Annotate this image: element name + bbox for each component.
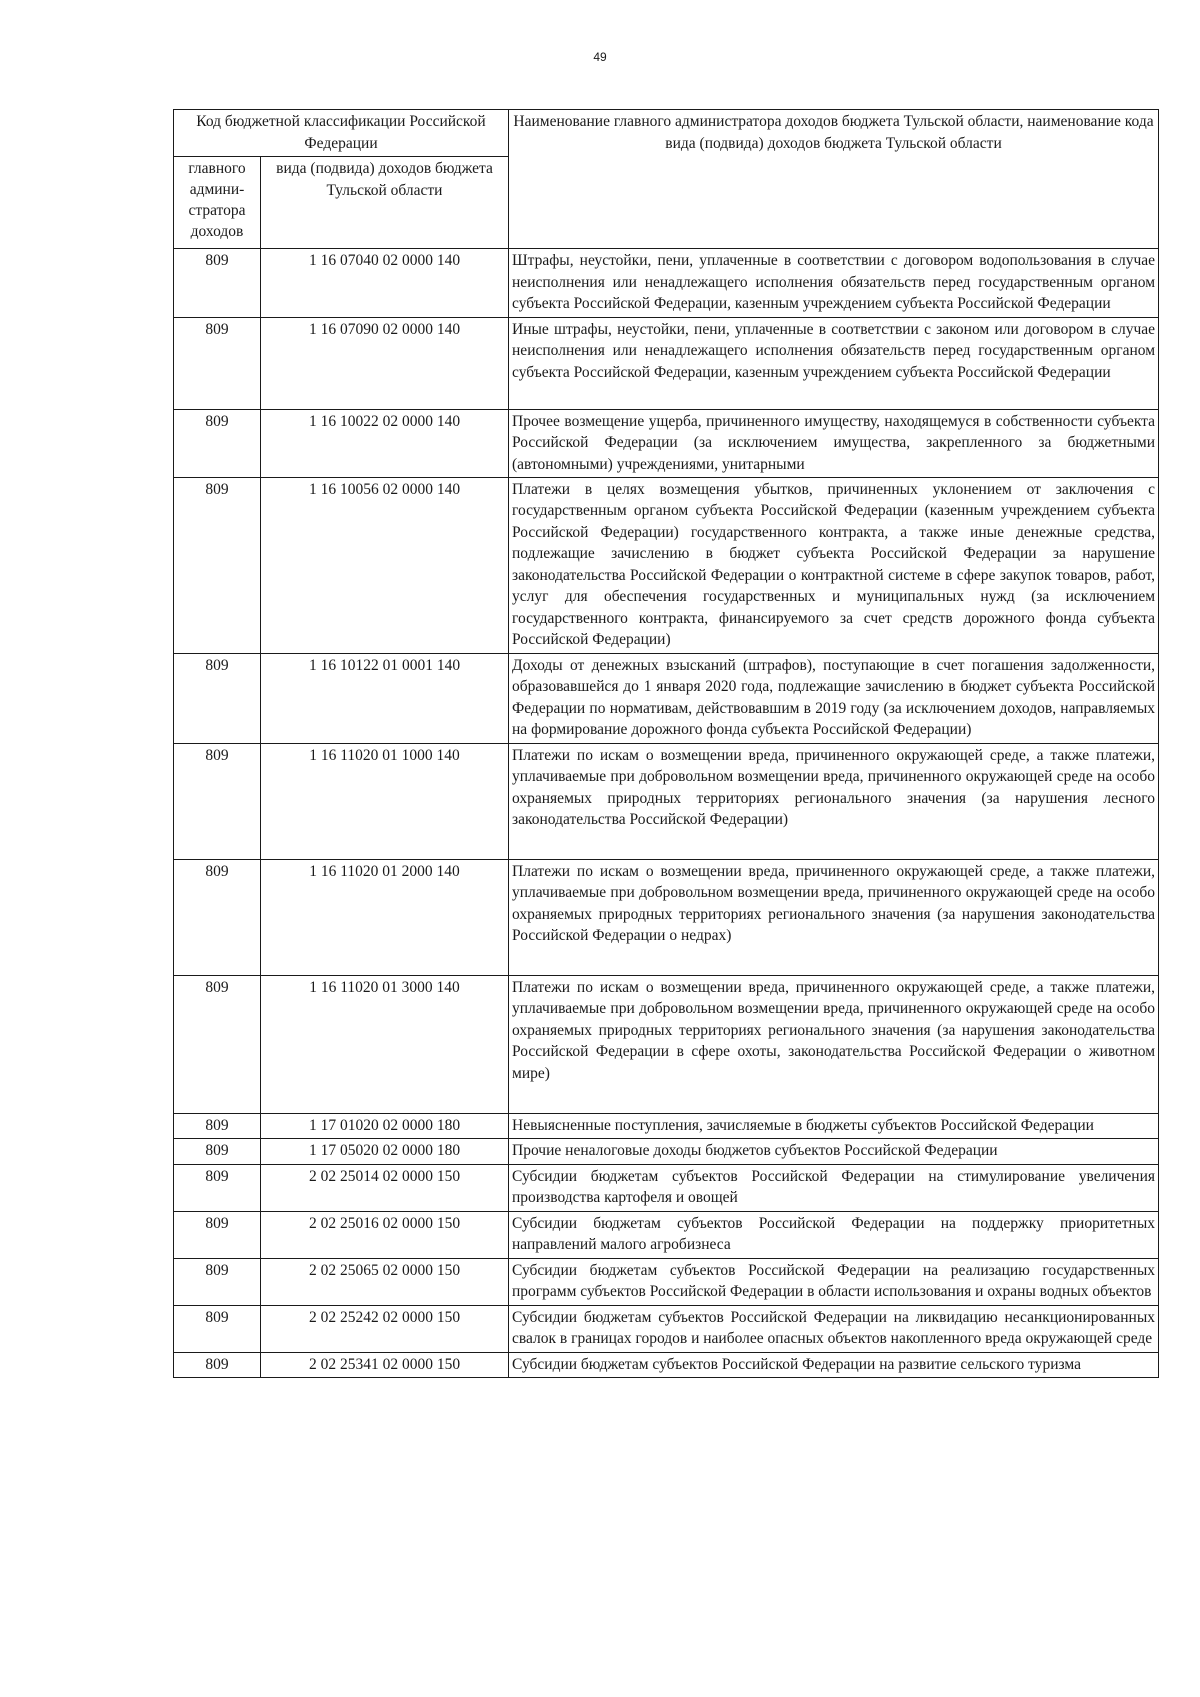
revenue-name: Платежи в целях возмещения убытков, причиненных уклонением от заключения с государственным органом субъекта Российской Федерации (казенным учреждением субъекта Российской Федерации) государственного контракта, а также иные денежные средства, подлежащие зачислению в бюджет субъекта Российской Федерации за нарушение законодательства Российской Федерации о контрактной системе в сфере закупок товаров, работ, услуг для обеспечения государственных и муниципальных нужд (за исключением государственного контракта, финансируемого за счет средств дорожного фонда субъекта Российской Федерации) [509, 477, 1159, 653]
revenue-name-text: Прочее возмещение ущерба, причиненного имуществу, находящемуся в собственности субъекта Российской Федерации (за исключением имущества, закрепленного за бюджетными (автономными) учреждениями, унитарными [512, 412, 1156, 473]
revenue-name: Платежи по искам о возмещении вреда, причиненного окружающей среде, а также платежи, уплачиваемые при добровольном возмещении вреда, причиненного окружающей среде на особо охраняемых природных территориях регионального значения (за нарушения законодательства Российской Федерации в сфере охоты, законодательства Российской Федерации о животном мире) [509, 975, 1159, 1113]
admin-code: 809 [174, 1352, 261, 1378]
admin-code: 809 [174, 1258, 261, 1305]
admin-code: 809 [174, 317, 261, 409]
revenue-code: 2 02 25014 02 0000 150 [261, 1164, 509, 1211]
revenue-name: Субсидии бюджетам субъектов Российской Федерации на реализацию государственных программ субъектов Российской Федерации в области использования и охраны водных объектов [509, 1258, 1159, 1305]
table-row [174, 477, 1159, 653]
revenue-code: 1 16 11020 01 2000 140 [261, 859, 509, 975]
revenue-code: 1 16 10056 02 0000 140 [261, 477, 509, 653]
revenue-name: Штрафы, неустойки, пени, уплаченные в соответствии с договором водопользования в случае неисполнения или ненадлежащего исполнения обязательств перед государственным органом субъекта Российской Федерации, казенным учреждением субъекта Российской Федерации [509, 249, 1159, 318]
revenue-code: 1 16 07090 02 0000 140 [261, 317, 509, 409]
revenue-name: Прочие неналоговые доходы бюджетов субъектов Российской Федерации [509, 1139, 1159, 1165]
admin-code: 809 [174, 859, 261, 975]
admin-code: 809 [174, 409, 261, 477]
page-number: 49 [593, 50, 607, 64]
table-row [174, 1211, 1159, 1258]
revenue-code: 1 17 05020 02 0000 180 [261, 1139, 509, 1165]
admin-code: 809 [174, 249, 261, 318]
revenue-name: Платежи по искам о возмещении вреда, причиненного окружающей среде, а также платежи, уплачиваемые при добровольном возмещении вреда, причиненного окружающей среде на особо охраняемых природных территориях регионального значения (за нарушения законодательства Российской Федерации о недрах) [509, 859, 1159, 975]
table-row [174, 1164, 1159, 1211]
admin-code: 809 [174, 477, 261, 653]
revenue-name: Иные штрафы, неустойки, пени, уплаченные в соответствии с законом или договором в случае неисполнения или ненадлежащего исполнения обязательств перед государственным органом субъекта Российской Федерации, казенным учреждением субъекта Российской Федерации [509, 317, 1159, 409]
table-row [174, 1305, 1159, 1352]
revenue-code: 1 16 11020 01 3000 140 [261, 975, 509, 1113]
admin-code: 809 [174, 1211, 261, 1258]
revenue-code: 1 16 11020 01 1000 140 [261, 743, 509, 859]
revenue-name: Субсидии бюджетам субъектов Российской Федерации на ликвидацию несанкционированных свалок в границах городов и наиболее опасных объектов накопленного вреда окружающей среде [509, 1305, 1159, 1352]
table-row [174, 1113, 1159, 1139]
revenue-code: 1 17 01020 02 0000 180 [261, 1113, 509, 1139]
revenue-name [509, 409, 1159, 477]
admin-code: 809 [174, 1164, 261, 1211]
table-row [174, 859, 1159, 975]
revenue-code: 1 16 07040 02 0000 140 [261, 249, 509, 318]
revenue-code: 1 16 10122 01 0001 140 [261, 653, 509, 743]
table-row [174, 317, 1159, 409]
table-row [174, 249, 1159, 318]
header-code-column: вида (подвида) доходов бюджета Тульской области [261, 157, 509, 249]
revenue-code: 2 02 25242 02 0000 150 [261, 1305, 509, 1352]
table-row [174, 975, 1159, 1113]
header-name-column: Наименование главного администратора доходов бюджета Тульской области, наименование кода вида (подвида) доходов бюджета Тульской области [509, 110, 1159, 249]
header-admin-column: главного админи-стратора доходов [174, 157, 261, 249]
table-row [174, 1139, 1159, 1165]
table-header [174, 110, 1159, 249]
admin-code: 809 [174, 1305, 261, 1352]
revenue-name: Невыясненные поступления, зачисляемые в бюджеты субъектов Российской Федерации [509, 1113, 1159, 1139]
table-row [174, 409, 1159, 477]
revenue-name: Субсидии бюджетам субъектов Российской Федерации на развитие сельского туризма [509, 1352, 1159, 1378]
revenue-code: 2 02 25341 02 0000 150 [261, 1352, 509, 1378]
admin-code: 809 [174, 1139, 261, 1165]
admin-code: 809 [174, 743, 261, 859]
revenue-name: Доходы от денежных взысканий (штрафов), поступающие в счет погашения задолженности, образовавшейся до 1 января 2020 года, подлежащие зачислению в бюджет субъекта Российской Федерации по нормативам, действовавшим в 2019 году (за исключением доходов, направляемых на формирование дорожного фонда субъекта Российской Федерации) [509, 653, 1159, 743]
table-row [174, 653, 1159, 743]
table-row [174, 1352, 1159, 1378]
table-row [174, 1258, 1159, 1305]
admin-code: 809 [174, 653, 261, 743]
revenue-code: 2 02 25065 02 0000 150 [261, 1258, 509, 1305]
revenue-name: Субсидии бюджетам субъектов Российской Федерации на поддержку приоритетных направлений малого агробизнеса [509, 1211, 1159, 1258]
header-kbk-group: Код бюджетной классификации Российской Федерации [174, 110, 509, 157]
revenue-code: 1 16 10022 02 0000 140 [261, 409, 509, 477]
table-row [174, 743, 1159, 859]
admin-code: 809 [174, 1113, 261, 1139]
revenue-classification-table [173, 109, 1159, 1378]
admin-code: 809 [174, 975, 261, 1113]
revenue-name: Платежи по искам о возмещении вреда, причиненного окружающей среде, а также платежи, уплачиваемые при добровольном возмещении вреда, причиненного окружающей среде на особо охраняемых природных территориях регионального значения (за нарушения лесного законодательства Российской Федерации) [509, 743, 1159, 859]
revenue-code: 2 02 25016 02 0000 150 [261, 1211, 509, 1258]
revenue-name: Субсидии бюджетам субъектов Российской Федерации на стимулирование увеличения производства картофеля и овощей [509, 1164, 1159, 1211]
